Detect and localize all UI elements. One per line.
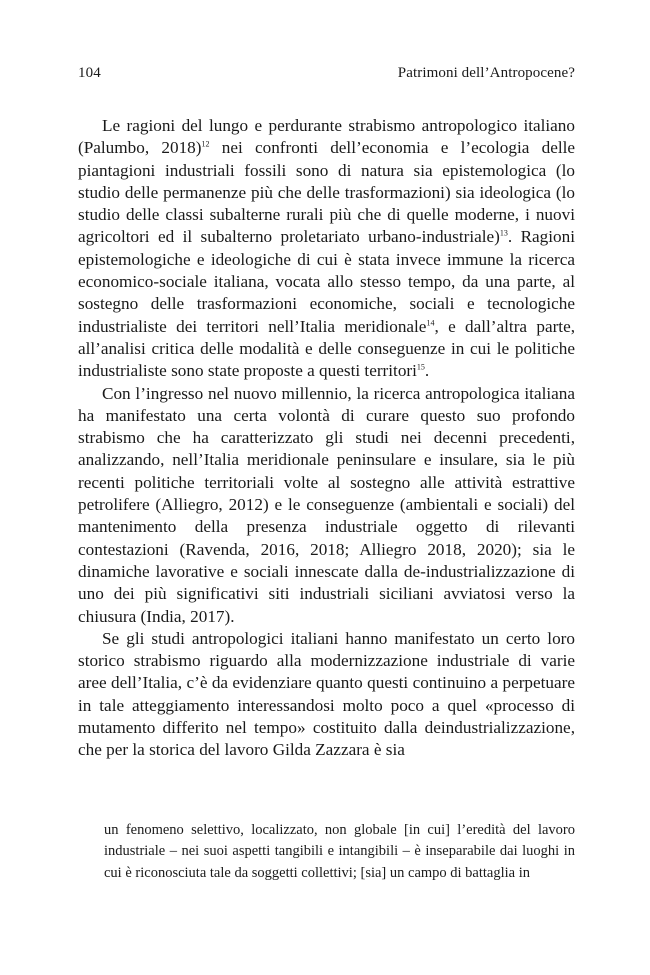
page-number: 104 [78,65,101,81]
paragraph-text: Con l’ingresso nel nuovo millennio, la ricerca antropologica italiana ha manifestato una certa volontà di curare questo suo profondo strabismo che ha caratterizzato gli studi nei decenni precedenti, analizzando, nell’Italia meridionale peninsulare e insulare, sia le più recenti politiche territoriali volte al sostegno alle attività estrattive petrolifere (Alliegro, 2012) e le conseguenze (ambientali e sociali) del mantenimento della presenza industriale oggetto di rilevanti contestazioni (Ravenda, 2016, 2018; Alliegro 2018, 2020); sia le dinamiche lavorative e sociali innescate dalla de-industrializzazione di uno dei più significativi siti industriali siciliani avviatosi verso la chiusura (India, 2017). [78,383,575,626]
paragraph-text: . Ragioni epistemologiche e ideologiche di cui è stata invece immune la ricerca economico-sociale italiana, vocata allo stesso tempo, da una parte, al sostegno delle trasformazioni economiche, sociali e tecnologiche industrialiste dei territori nell’Italia meridionale [78,227,575,336]
paragraph-2 [78,383,575,628]
paragraph-text: , e dall’altra parte, all’analisi critica delle modalità e delle conseguenze in cui le politiche industrialiste sono state proposte a questi territori [78,316,576,381]
footnote-ref-15[interactable]: 15 [416,362,425,372]
running-title: Patrimoni dell’Antropocene? [397,65,575,81]
quote-text: un fenomeno selettivo, localizzato, non globale [in cui] l’eredità del lavoro industriale – nei suoi aspetti tangibili e intangibili – è inseparabile dai luoghi in cui è riconosciuta tale da soggetti collettivi; [sia] un campo di battaglia in [104,822,575,881]
body-text [78,115,575,762]
paragraph-text: nei confronti dell’economia e l’ecologia delle piantagioni industriali fossili sono di natura sia epistemologica (lo studio delle permanenze più che delle trasformazioni) sia ideologica (lo studio delle classi subalterne rurali più che di quelle moderne, i nuovi agricoltori ed il subalterno proletariato urbano-industriale) [78,138,575,247]
footnote-ref-13[interactable]: 13 [499,228,508,238]
block-quote [104,820,575,884]
paragraph-text: Le ragioni del lungo e perdurante strabismo antropologico italiano (Palumbo, 2018) [78,116,575,158]
paragraph-text: Se gli studi antropologici italiani hanno manifestato un certo loro storico strabismo riguardo alla modernizzazione industriale di varie aree dell’Italia, c’è da evidenziare quanto questi continuino a perpetuare in tale atteggiamento interessandosi molto poco a quel «processo di mutamento differito nel tempo» costituito dalla deindustrializzazione, che per la storica del lavoro Gilda Zazzara è sia [78,628,575,760]
footnote-ref-12[interactable]: 12 [201,139,210,149]
paragraph-1 [78,115,575,383]
paragraph-3 [78,628,575,762]
paragraph-text: . [424,361,430,381]
footnote-ref-14[interactable]: 14 [426,317,435,327]
